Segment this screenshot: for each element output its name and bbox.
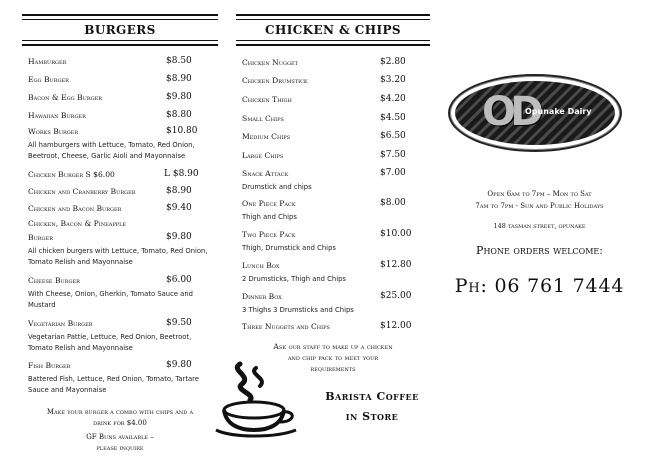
item-price: $6.50 xyxy=(380,131,406,141)
opening-hours: Open 6am to 7pm – Mon to Sat xyxy=(487,190,592,198)
item-name: Chicken, Bacon & Pineapple xyxy=(28,219,127,228)
menu-item xyxy=(242,114,426,126)
menu-item xyxy=(242,322,426,334)
item-name: Burger xyxy=(28,233,53,242)
item-name: Chicken Nugget xyxy=(242,58,298,67)
menu-item xyxy=(242,169,426,181)
item-price: $25.00 xyxy=(380,291,412,301)
opening-hours: 7am to 7pm - Sun and Public Holidays xyxy=(475,202,604,210)
item-name: Fish Burger xyxy=(28,361,71,370)
item-name: Dinner Box xyxy=(242,292,282,301)
item-description: With Cheese, Onion, Gherkin, Tomato Sauce and Mustard xyxy=(28,290,193,309)
item-name: Chicken Burger S $6.00 xyxy=(28,170,115,179)
menu-item xyxy=(28,219,214,231)
staff-note-line: requirements xyxy=(310,364,356,373)
hamburger-note: All hamburgers with Lettuce, Tomato, Red Onion, Beetroot, Cheese, Garlic Aioli and Mayonnaise xyxy=(28,141,195,160)
menu-item xyxy=(242,292,426,304)
logo-letter: O xyxy=(481,89,516,135)
menu-item xyxy=(242,261,426,273)
menu-item xyxy=(28,204,214,216)
item-price: $8.90 xyxy=(166,186,192,196)
chicken-title: CHICKEN & CHIPS xyxy=(236,14,430,46)
combo-note xyxy=(22,407,218,429)
item-name: Chicken Thigh xyxy=(242,95,292,104)
item-name: Egg Burger xyxy=(28,75,69,84)
item-name: Chicken and Cranberry Burger xyxy=(28,187,136,196)
item-name: Cheese Burger xyxy=(28,276,80,285)
item-name: Vegetarian Burger xyxy=(28,319,93,328)
coffee-cup-icon xyxy=(212,360,302,440)
item-price: $7.50 xyxy=(380,150,406,160)
chicken-burger-note: All chicken burgers with Lettuce, Tomato, Red Onion, Tomato Relish and Mayonnaise xyxy=(28,247,208,266)
staff-note-line: Ask our staff to make up a chicken xyxy=(273,342,393,351)
item-name: Hamburger xyxy=(28,57,67,66)
item-name: One Piece Pack xyxy=(242,199,296,208)
item-price: $2.80 xyxy=(380,57,406,67)
item-name: Works Burger xyxy=(28,127,79,136)
menu-item xyxy=(28,170,214,182)
item-name: Lunch Box xyxy=(242,261,280,270)
item-name: Large Chips xyxy=(242,151,284,160)
item-description: 3 Thighs 3 Drumsticks and Chips xyxy=(242,306,354,314)
item-price: $9.50 xyxy=(166,318,192,328)
item-name: Medium Chips xyxy=(242,132,291,141)
menu-item xyxy=(28,319,214,331)
item-name: Chicken Drumstick xyxy=(242,76,308,85)
item-price: $4.50 xyxy=(380,113,406,123)
logo-name: Opunake Dairy xyxy=(525,107,592,116)
item-price: $6.00 xyxy=(166,275,192,285)
item-price: $8.90 xyxy=(166,74,192,84)
item-name: Hawaiian Burger xyxy=(28,111,86,120)
item-price: $4.20 xyxy=(380,94,406,104)
item-price: $8.00 xyxy=(380,198,406,208)
barista-line: Barista Coffee xyxy=(325,390,419,403)
item-description: Vegetarian Pattie, Lettuce, Red Onion, Beetroot, Tomato Relish and Mayonnaise xyxy=(28,333,192,352)
item-price: $9.80 xyxy=(166,232,192,242)
item-description: Drumstick and chips xyxy=(242,183,312,191)
address: 148 tasman street, opunake xyxy=(493,222,586,230)
menu-item xyxy=(242,76,426,88)
item-description: Battered Fish, Lettuce, Red Onion, Tomato, Tartare Sauce and Mayonnaise xyxy=(28,375,199,394)
item-description: Thigh, Drumstick and Chips xyxy=(242,244,336,252)
menu-item xyxy=(242,132,426,144)
menu-item xyxy=(28,57,214,69)
menu-item xyxy=(28,127,214,139)
combo-note-line: drink for $4.00 xyxy=(93,419,147,427)
opunake-dairy-logo xyxy=(448,74,622,152)
item-name: Two Piece Pack xyxy=(242,230,296,239)
menu-item xyxy=(242,151,426,163)
item-name: Bacon & Egg Burger xyxy=(28,93,102,102)
gf-note xyxy=(22,432,218,454)
menu-item xyxy=(242,95,426,107)
barista-line: in Store xyxy=(345,410,399,423)
menu-item xyxy=(28,361,214,373)
item-price: $8.50 xyxy=(166,56,192,66)
burgers-title: BURGERS xyxy=(22,14,218,46)
menu-item xyxy=(28,187,214,199)
item-price: $7.00 xyxy=(380,168,406,178)
item-price: $9.40 xyxy=(166,203,192,213)
item-description: Thigh and Chips xyxy=(242,213,297,221)
item-price: $9.80 xyxy=(166,360,192,370)
item-price: $8.80 xyxy=(166,110,192,120)
item-price: $12.00 xyxy=(380,321,412,331)
gf-note-line: please inquire xyxy=(96,444,144,452)
menu-item xyxy=(28,276,214,288)
logo-background xyxy=(455,81,615,145)
item-price: $9.80 xyxy=(166,92,192,102)
gf-note-line: GF Buns available – xyxy=(86,433,154,441)
item-price: $3.20 xyxy=(380,75,406,85)
menu-item xyxy=(28,233,214,245)
item-price: $12.80 xyxy=(380,260,412,270)
item-price: $10.00 xyxy=(380,229,412,239)
phone-number: Ph: 06 761 7444 xyxy=(454,275,625,297)
item-price: $10.80 xyxy=(166,126,198,136)
menu-item xyxy=(242,199,426,211)
item-description: 2 Drumsticks, Thigh and Chips xyxy=(242,275,346,283)
phone-orders-note: Phone orders welcome: xyxy=(476,244,603,257)
staff-note-line: and chip pack to meet your xyxy=(287,353,379,362)
item-name: Three Nuggets and Chips xyxy=(242,322,330,331)
logo-letter: D xyxy=(510,89,544,135)
combo-note-line: Make your burger a combo with chips and a xyxy=(46,408,194,416)
item-name: Snack Attack xyxy=(242,169,289,178)
barista-coffee-note xyxy=(314,387,430,427)
item-name: Small Chips xyxy=(242,114,284,123)
menu-item xyxy=(28,93,214,105)
menu-item xyxy=(28,111,214,123)
item-price: L $8.90 xyxy=(164,169,199,179)
menu-item xyxy=(242,230,426,242)
item-name: Chicken and Bacon Burger xyxy=(28,204,122,213)
menu-item xyxy=(242,58,426,70)
menu-item xyxy=(28,75,214,87)
